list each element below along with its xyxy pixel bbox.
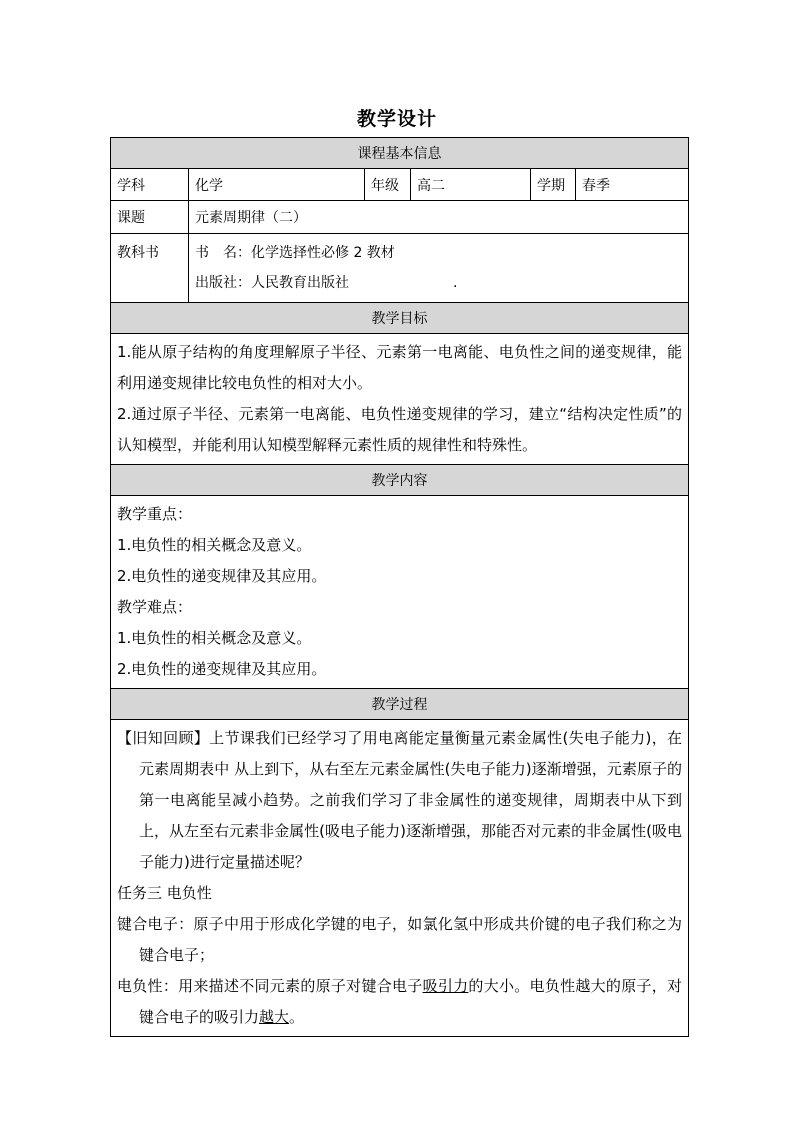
subject-label: 学科 (111, 169, 189, 201)
publisher-trailing-dot: . (453, 275, 458, 291)
grade-value: 高二 (411, 169, 531, 201)
electronegativity-text-1: 电负性：用来描述不同元素的原子对键合电子 (117, 977, 423, 995)
difficult-point-item: 1.电负性的相关概念及意义。 (117, 629, 312, 647)
process-header-row (111, 689, 689, 720)
lesson-plan-table (110, 137, 689, 1037)
textbook-row (111, 234, 689, 303)
difficult-point-item: 2.电负性的递变规律及其应用。 (117, 660, 327, 678)
key-point-item: 2.电负性的递变规律及其应用。 (117, 567, 327, 585)
textbook-label-cell (111, 234, 189, 303)
textbook-name: 书 名：化学选择性必修 2 教材 (195, 245, 395, 261)
key-points-title: 教学重点： (117, 505, 193, 523)
subject-value: 化学 (189, 169, 365, 201)
objective-item: 1.能从原子结构的角度理解原子半径、元素第一电离能、电负性之间的递变规律，能利用递变规律比较电负性的相对大小。 (117, 343, 683, 392)
page-title: 教学设计 (356, 108, 437, 130)
textbook-publisher: 出版社：人民教育出版社 (195, 275, 349, 291)
textbook-publisher-line (195, 268, 682, 298)
term-value: 春季 (576, 169, 689, 201)
term-label: 学期 (531, 169, 576, 201)
topic-value: 元素周期律（二） (189, 201, 689, 234)
content-header: 教学内容 (111, 465, 689, 496)
content-cell (111, 496, 689, 689)
objectives-cell (111, 334, 689, 465)
objectives-header: 教学目标 (111, 303, 689, 334)
electronegativity-underlined-1: 吸引力 (422, 977, 469, 995)
process-header: 教学过程 (111, 689, 689, 720)
subject-row (111, 169, 689, 201)
topic-label: 课题 (111, 201, 189, 234)
textbook-label: 教科书 (117, 245, 159, 261)
electronegativity-definition (117, 971, 682, 1033)
content-header-row (111, 465, 689, 496)
electronegativity-underlined-2: 越大 (259, 1008, 290, 1026)
process-row (111, 720, 689, 1037)
electronegativity-text-2: 的大小。电负性越大的原子，对键合电子的吸引力 (139, 977, 683, 1026)
process-cell (111, 720, 689, 1037)
key-point-item: 1.电负性的相关概念及意义。 (117, 536, 312, 554)
topic-row (111, 201, 689, 234)
content-row (111, 496, 689, 689)
objectives-row (111, 334, 689, 465)
electronegativity-text-3: 。 (289, 1008, 305, 1026)
basic-info-header: 课程基本信息 (111, 138, 689, 169)
grade-label: 年级 (365, 169, 411, 201)
basic-info-header-row (111, 138, 689, 169)
objective-item: 2.通过原子半径、元素第一电离能、电负性递变规律的学习，建立“结构决定性质”的认知模型，并能利用认知模型解释元素性质的规律性和特殊性。 (117, 405, 683, 454)
objectives-header-row (111, 303, 689, 334)
task-heading: 任务三 电负性 (117, 884, 212, 902)
review-paragraph: 【旧知回顾】上节课我们已经学习了用电离能定量衡量元素金属性(失电子能力)，在元素周期表中 从上到下，从右至左元素金属性(失电子能力)逐渐增强，元素原子的第一电离能呈减小趋势。之前我们学习了非金属性的递变规律，周期表中从下到上，从左至右元素非金属性(吸电子能力)逐渐增强，那能否对元素的非金属性(吸电子能力)进行定量描述呢？ (117, 729, 683, 871)
textbook-info-cell (189, 234, 689, 303)
difficult-points-title: 教学难点： (117, 598, 193, 616)
bonding-electron-definition: 键合电子：原子中用于形成化学键的电子，如氯化氢中形成共价键的电子我们称之为键合电子； (117, 915, 683, 964)
